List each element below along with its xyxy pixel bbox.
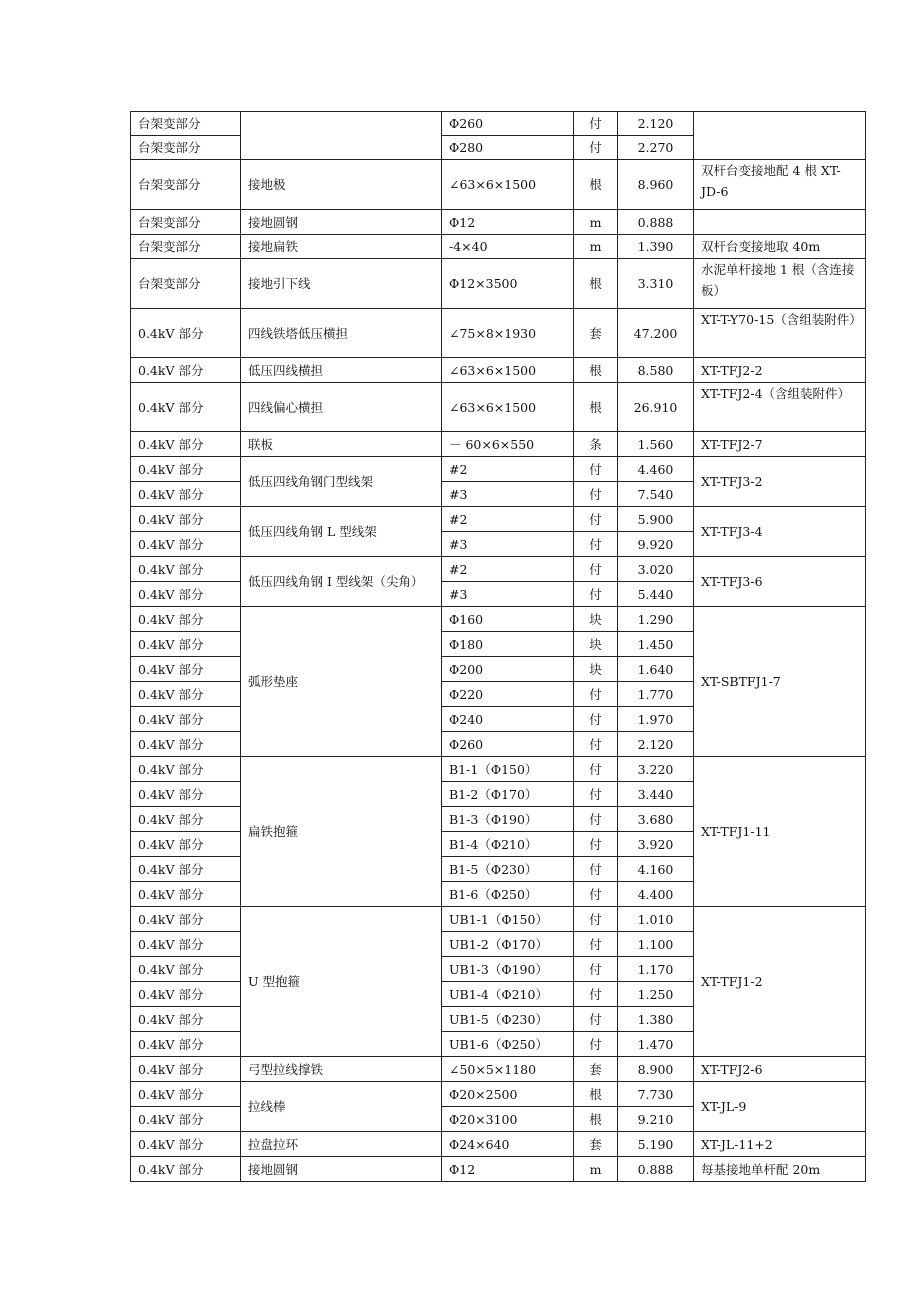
section-cell: 0.4kV 部分	[131, 732, 241, 757]
spec-cell: Φ200	[442, 657, 574, 682]
section-cell: 0.4kV 部分	[131, 957, 241, 982]
unit-cell: 付	[574, 136, 618, 160]
spec-cell: ∠63×6×1500	[442, 358, 574, 383]
weight-cell: 1.770	[618, 682, 694, 707]
spec-cell: UB1-2（Φ170）	[442, 932, 574, 957]
weight-cell: 2.120	[618, 732, 694, 757]
spec-cell: B1-4（Φ210）	[442, 832, 574, 857]
item-name-cell: 拉线棒	[241, 1082, 442, 1132]
table-row	[131, 432, 866, 457]
remark-cell: XT-TFJ3-6	[694, 557, 866, 607]
unit-cell: 付	[574, 707, 618, 732]
table-row	[131, 457, 866, 482]
weight-cell: 26.910	[618, 383, 694, 432]
remark-cell: XT-JL-9	[694, 1082, 866, 1132]
weight-cell: 2.270	[618, 136, 694, 160]
section-cell: 0.4kV 部分	[131, 383, 241, 432]
unit-cell: m	[574, 235, 618, 259]
remark-cell: XT-TFJ2-6	[694, 1057, 866, 1082]
section-cell: 台架变部分	[131, 160, 241, 210]
table-row	[131, 358, 866, 383]
unit-cell: 根	[574, 160, 618, 210]
spec-cell: Φ12	[442, 210, 574, 235]
weight-cell: 5.440	[618, 582, 694, 607]
item-name-cell: 四线铁塔低压横担	[241, 309, 442, 358]
spec-cell: UB1-5（Φ230）	[442, 1007, 574, 1032]
spec-cell: #3	[442, 582, 574, 607]
weight-cell: 5.190	[618, 1132, 694, 1157]
section-cell: 0.4kV 部分	[131, 432, 241, 457]
section-cell: 0.4kV 部分	[131, 507, 241, 532]
weight-cell: 1.470	[618, 1032, 694, 1057]
section-cell: 0.4kV 部分	[131, 582, 241, 607]
weight-cell: 3.220	[618, 757, 694, 782]
unit-cell: m	[574, 1157, 618, 1182]
section-cell: 0.4kV 部分	[131, 358, 241, 383]
section-cell: 台架变部分	[131, 136, 241, 160]
section-cell: 0.4kV 部分	[131, 1057, 241, 1082]
unit-cell: 付	[574, 807, 618, 832]
remark-cell: 双杆台变接地取 40m	[694, 235, 866, 259]
unit-cell: 块	[574, 657, 618, 682]
item-name-cell: 接地圆钢	[241, 210, 442, 235]
remark-cell: XT-TFJ1-2	[694, 907, 866, 1057]
weight-cell: 1.560	[618, 432, 694, 457]
weight-cell: 1.170	[618, 957, 694, 982]
weight-cell: 8.900	[618, 1057, 694, 1082]
spec-cell: -4×40	[442, 235, 574, 259]
unit-cell: m	[574, 210, 618, 235]
unit-cell: 块	[574, 632, 618, 657]
spec-cell: B1-1（Φ150）	[442, 757, 574, 782]
section-cell: 0.4kV 部分	[131, 1082, 241, 1107]
section-cell: 0.4kV 部分	[131, 1107, 241, 1132]
weight-cell: 4.460	[618, 457, 694, 482]
spec-cell: Φ240	[442, 707, 574, 732]
unit-cell: 根	[574, 1082, 618, 1107]
spec-cell: ∠63×6×1500	[442, 383, 574, 432]
table-row	[131, 907, 866, 932]
unit-cell: 套	[574, 309, 618, 358]
section-cell: 台架变部分	[131, 259, 241, 309]
unit-cell: 付	[574, 532, 618, 557]
section-cell: 0.4kV 部分	[131, 1132, 241, 1157]
unit-cell: 付	[574, 857, 618, 882]
spec-cell: Φ280	[442, 136, 574, 160]
remark-cell: 双杆台变接地配 4 根 XT-JD-6	[694, 160, 866, 210]
item-name-cell: 接地极	[241, 160, 442, 210]
section-cell: 0.4kV 部分	[131, 682, 241, 707]
section-cell: 0.4kV 部分	[131, 1157, 241, 1182]
section-cell: 0.4kV 部分	[131, 832, 241, 857]
table-row	[131, 507, 866, 532]
item-name-cell: 低压四线角钢 I 型线架（尖角）	[241, 557, 442, 607]
section-cell: 0.4kV 部分	[131, 757, 241, 782]
unit-cell: 套	[574, 1132, 618, 1157]
spec-cell: B1-6（Φ250）	[442, 882, 574, 907]
spec-cell: B1-2（Φ170）	[442, 782, 574, 807]
weight-cell: 1.100	[618, 932, 694, 957]
weight-cell: 0.888	[618, 1157, 694, 1182]
section-cell: 台架变部分	[131, 210, 241, 235]
section-cell: 台架变部分	[131, 112, 241, 136]
section-cell: 0.4kV 部分	[131, 857, 241, 882]
section-cell: 0.4kV 部分	[131, 557, 241, 582]
weight-cell: 1.450	[618, 632, 694, 657]
remark-cell: XT-TFJ2-7	[694, 432, 866, 457]
item-name-cell: 弧形垫座	[241, 607, 442, 757]
unit-cell: 付	[574, 882, 618, 907]
section-cell: 0.4kV 部分	[131, 457, 241, 482]
item-name-cell: 接地圆钢	[241, 1157, 442, 1182]
unit-cell: 根	[574, 1107, 618, 1132]
section-cell: 0.4kV 部分	[131, 1032, 241, 1057]
item-name-cell: 低压四线角钢门型线架	[241, 457, 442, 507]
weight-cell: 1.640	[618, 657, 694, 682]
remark-cell: XT-JL-11+2	[694, 1132, 866, 1157]
remark-cell: XT-TFJ1-11	[694, 757, 866, 907]
materials-table-body	[131, 112, 866, 1182]
weight-cell: 1.250	[618, 982, 694, 1007]
spec-cell: Φ12×3500	[442, 259, 574, 309]
section-cell: 0.4kV 部分	[131, 982, 241, 1007]
spec-cell: B1-5（Φ230）	[442, 857, 574, 882]
weight-cell: 3.440	[618, 782, 694, 807]
section-cell: 0.4kV 部分	[131, 632, 241, 657]
table-row	[131, 259, 866, 309]
spec-cell: Φ20×3100	[442, 1107, 574, 1132]
spec-cell: Φ180	[442, 632, 574, 657]
weight-cell: 47.200	[618, 309, 694, 358]
unit-cell: 根	[574, 383, 618, 432]
weight-cell: 7.540	[618, 482, 694, 507]
remark-cell	[694, 210, 866, 235]
table-row	[131, 1082, 866, 1107]
table-row	[131, 607, 866, 632]
item-name-cell: 扁铁抱箍	[241, 757, 442, 907]
unit-cell: 付	[574, 507, 618, 532]
section-cell: 台架变部分	[131, 235, 241, 259]
weight-cell: 3.680	[618, 807, 694, 832]
spec-cell: #2	[442, 557, 574, 582]
section-cell: 0.4kV 部分	[131, 707, 241, 732]
table-row	[131, 160, 866, 210]
unit-cell: 付	[574, 582, 618, 607]
item-name-cell: 四线偏心横担	[241, 383, 442, 432]
weight-cell: 7.730	[618, 1082, 694, 1107]
table-row	[131, 112, 866, 136]
section-cell: 0.4kV 部分	[131, 532, 241, 557]
weight-cell: 9.920	[618, 532, 694, 557]
unit-cell: 付	[574, 907, 618, 932]
spec-cell: ∠50×5×1180	[442, 1057, 574, 1082]
remark-cell: XT-TFJ2-4（含组装附件）	[694, 383, 866, 432]
spec-cell: Φ12	[442, 1157, 574, 1182]
weight-cell: 3.310	[618, 259, 694, 309]
unit-cell: 根	[574, 259, 618, 309]
unit-cell: 付	[574, 682, 618, 707]
spec-cell: #3	[442, 482, 574, 507]
unit-cell: 块	[574, 607, 618, 632]
spec-cell: Φ20×2500	[442, 1082, 574, 1107]
section-cell: 0.4kV 部分	[131, 932, 241, 957]
section-cell: 0.4kV 部分	[131, 882, 241, 907]
remark-cell: XT-SBTFJ1-7	[694, 607, 866, 757]
section-cell: 0.4kV 部分	[131, 1007, 241, 1032]
remark-cell: 每基接地单杆配 20m	[694, 1157, 866, 1182]
unit-cell: 付	[574, 482, 618, 507]
spec-cell: #2	[442, 457, 574, 482]
spec-cell: Φ260	[442, 732, 574, 757]
unit-cell: 付	[574, 982, 618, 1007]
spec-cell: Φ260	[442, 112, 574, 136]
item-name-cell: 低压四线角钢 L 型线架	[241, 507, 442, 557]
section-cell: 0.4kV 部分	[131, 807, 241, 832]
spec-cell: #3	[442, 532, 574, 557]
remark-cell: XT-TFJ2-2	[694, 358, 866, 383]
spec-cell: ∠63×6×1500	[442, 160, 574, 210]
spec-cell: #2	[442, 507, 574, 532]
weight-cell: 3.920	[618, 832, 694, 857]
section-cell: 0.4kV 部分	[131, 309, 241, 358]
unit-cell: 付	[574, 1007, 618, 1032]
table-row	[131, 309, 866, 358]
unit-cell: 条	[574, 432, 618, 457]
weight-cell: 4.160	[618, 857, 694, 882]
table-row	[131, 1157, 866, 1182]
spec-cell: UB1-6（Φ250）	[442, 1032, 574, 1057]
item-name-cell: 拉盘拉环	[241, 1132, 442, 1157]
spec-cell: － 60×6×550	[442, 432, 574, 457]
weight-cell: 1.010	[618, 907, 694, 932]
weight-cell: 0.888	[618, 210, 694, 235]
spec-cell: Φ220	[442, 682, 574, 707]
spec-cell: Φ160	[442, 607, 574, 632]
remark-cell: 水泥单杆接地 1 根（含连接板）	[694, 259, 866, 309]
unit-cell: 付	[574, 832, 618, 857]
table-row	[131, 557, 866, 582]
materials-table	[130, 111, 866, 1182]
unit-cell: 根	[574, 358, 618, 383]
unit-cell: 付	[574, 1032, 618, 1057]
weight-cell: 2.120	[618, 112, 694, 136]
unit-cell: 付	[574, 932, 618, 957]
section-cell: 0.4kV 部分	[131, 782, 241, 807]
unit-cell: 付	[574, 957, 618, 982]
section-cell: 0.4kV 部分	[131, 607, 241, 632]
unit-cell: 付	[574, 757, 618, 782]
weight-cell: 1.290	[618, 607, 694, 632]
table-row	[131, 383, 866, 432]
weight-cell: 8.960	[618, 160, 694, 210]
spec-cell: UB1-1（Φ150）	[442, 907, 574, 932]
item-name-cell: U 型抱箍	[241, 907, 442, 1057]
item-name-cell	[241, 112, 442, 160]
weight-cell: 5.900	[618, 507, 694, 532]
unit-cell: 付	[574, 112, 618, 136]
item-name-cell: 弓型拉线撑铁	[241, 1057, 442, 1082]
weight-cell: 8.580	[618, 358, 694, 383]
unit-cell: 付	[574, 782, 618, 807]
spec-cell: UB1-3（Φ190）	[442, 957, 574, 982]
remark-cell: XT-TFJ3-2	[694, 457, 866, 507]
table-row	[131, 210, 866, 235]
remark-cell: XT-T-Y70-15（含组装附件）	[694, 309, 866, 358]
remark-cell: XT-TFJ3-4	[694, 507, 866, 557]
table-row	[131, 1057, 866, 1082]
weight-cell: 9.210	[618, 1107, 694, 1132]
remark-cell	[694, 112, 866, 160]
weight-cell: 1.380	[618, 1007, 694, 1032]
section-cell: 0.4kV 部分	[131, 907, 241, 932]
section-cell: 0.4kV 部分	[131, 482, 241, 507]
item-name-cell: 低压四线横担	[241, 358, 442, 383]
spec-cell: UB1-4（Φ210）	[442, 982, 574, 1007]
unit-cell: 付	[574, 557, 618, 582]
section-cell: 0.4kV 部分	[131, 657, 241, 682]
spec-cell: Φ24×640	[442, 1132, 574, 1157]
item-name-cell: 接地引下线	[241, 259, 442, 309]
weight-cell: 3.020	[618, 557, 694, 582]
item-name-cell: 联板	[241, 432, 442, 457]
weight-cell: 4.400	[618, 882, 694, 907]
spec-cell: ∠75×8×1930	[442, 309, 574, 358]
spec-cell: B1-3（Φ190）	[442, 807, 574, 832]
weight-cell: 1.390	[618, 235, 694, 259]
table-row	[131, 1132, 866, 1157]
unit-cell: 套	[574, 1057, 618, 1082]
item-name-cell: 接地扁铁	[241, 235, 442, 259]
weight-cell: 1.970	[618, 707, 694, 732]
table-row	[131, 757, 866, 782]
table-row	[131, 235, 866, 259]
unit-cell: 付	[574, 732, 618, 757]
unit-cell: 付	[574, 457, 618, 482]
